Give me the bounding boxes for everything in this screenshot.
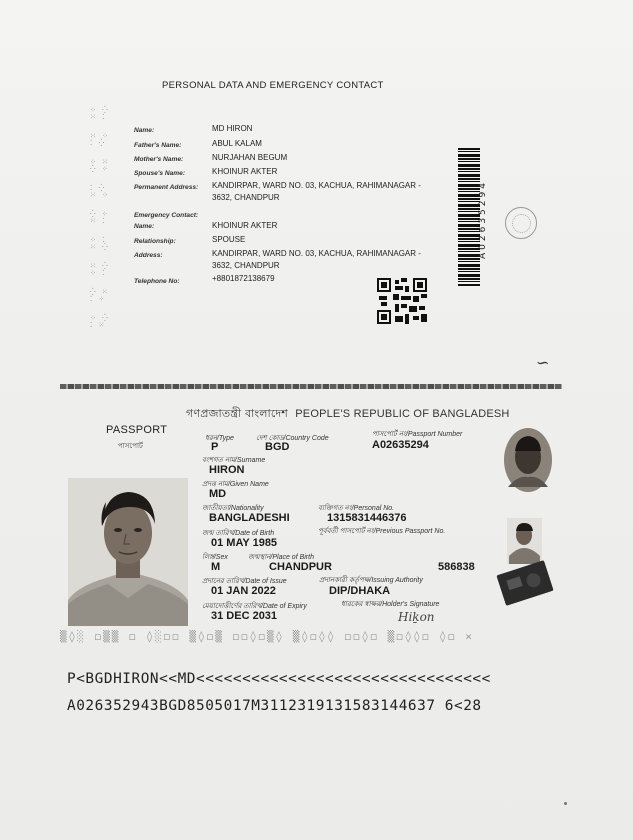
official-seal-icon — [505, 207, 537, 239]
address-line2: 3632, CHANDPUR — [212, 261, 280, 270]
emergency-contact-label: Emergency Contact: — [134, 212, 199, 219]
country-name-bangla: গণপ্রজাতন্ত্রী বাংলাদেশ — [186, 407, 288, 420]
place-of-birth-value: CHANDPUR — [269, 561, 332, 573]
ghost-portrait-image — [503, 427, 553, 493]
spouse-label: Spouse's Name: — [134, 170, 186, 177]
security-pattern-strip: ▒◊░ ◻▒▒ ◻ ◊░◻◻ ▒◊◻▒ ◻◻◊◻▒◊ ▒◊◻◊◊ ◻◻◊◻ ▒◻◊◊◻ ◊◻ × — [60, 630, 474, 643]
spouse-value: KHOINUR AKTER — [212, 167, 278, 176]
holder-signature-image: Hiḵon — [398, 610, 435, 624]
passport-heading: PASSPORT — [106, 424, 168, 436]
passport-heading-bangla: পাসপোর্ট — [118, 443, 143, 450]
issuing-authority-value: DIP/DHAKA — [329, 585, 391, 597]
date-of-issue-label: প্রদানের তারিখ/Date of Issue — [202, 578, 287, 585]
issuing-authority-label: প্রদানকারী কর্তৃপক্ষ/Issuing Authority — [319, 577, 423, 584]
relationship-label: Relationship: — [134, 238, 176, 245]
date-of-birth-value: 01 MAY 1985 — [211, 537, 278, 549]
paper-speck — [564, 802, 567, 805]
ghost-portrait-small-image — [507, 518, 542, 564]
mrz-line-2: A026352943BGD8505017M3112319131583144637 6<28 — [67, 698, 482, 714]
country-code-label: দেশ কোড/Country Code — [256, 435, 329, 442]
telephone-label: Telephone No: — [134, 278, 180, 285]
father-value: ABUL KALAM — [212, 139, 262, 148]
type-value: P — [211, 441, 219, 453]
date-of-expiry-value: 31 DEC 2031 — [211, 610, 278, 622]
mother-label: Mother's Name: — [134, 156, 184, 163]
country-name-english: PEOPLE'S REPUBLIC OF BANGLADESH — [295, 408, 510, 420]
vertical-barcode — [458, 148, 480, 286]
mrz-line-1: P<BGDHIRON<<MD<<<<<<<<<<<<<<<<<<<<<<<<<<<<<<<< — [67, 671, 491, 687]
scanned-document-page: PERSONAL DATA AND EMERGENCY CONTACT ⁘ ⁛ ⁙ ⁚ ⁙ ⁘ ⁚ ⁛ ⁘ ⁙ ⁛ ⁘ ⁚ ⁛ ⁙ ⁘ ⁛ ⁘ ⁙ ⁚ ⁘ ⁚ ⁙ ⁛ ⁙ ⁛ ⁘ ⁚ ⁛ ⁙ ⁚ ⁘ ⁘ ⁛ ⁚ ⁙ Name: MD HIRON Father's Name: ABUL KALAM Mother's Name: NURJAHAN BEGUM Spouse's Name: KHOINUR AKTER Permanent Address: KANDIRPAR, WARD NO. 03, KACHUA, RAHIMANAGAR - 3632, CHANDPUR Emergency Contact: Name: KHOINUR AKTER Relationship: SPOUSE Address: KANDIRPAR, WARD NO. 03, KACHUA, RAHIMANAGAR - 3632, CHANDPUR Telephone No: +8801872138679 A02635294 ∽ PASSPORT পাসপোর্ট গণপ্রজাতন্ত্রী বাংলাদেশ PEOPLE'S REPUBLIC OF BANGLADESH ধরন/Type দেশ কোড/Country Code পাসপোর্ট নং/Passport Number P BGD A02635294 বংশগত নাম/Surname HIRON প্রদত্ত নাম/Given Name MD জাতীয়তা/Nationality ব্যক্তিগত নং/Personal No. BANGLADESHI 1315831446376 জন্ম তারিখ/Date of Birth পূর্ববর্তী পাসপোর্ট নং/Previous Passport No. 01 MAY 1985 লিঙ্গ/Sex জন্মস্থান/Place of Birth M CHANDPUR 586838 প্রদানের তারিখ/Date of Issue প্রদানকারী কর্তৃপক্ষ/Issuing Authority 01 JAN 2022 DIP/DHAKA মেয়াদোত্তীর্ণের তারিখ/Date of Expiry ধারকের স্বাক্ষর/Holder's Signature 31 DEC 2031 Hiḵon ▒◊░ ◻▒▒ ◻ ◊░◻◻ ▒◊◻▒ ◻◻◊◻▒◊ ▒◊◻◊◊ ◻◻◊◻ ▒◻◊◊◻ ◊◻ × P<BGDHIRON<<MD<<<<<<<<<<<<<<<<<<<<<<<<<<<<<<<< A026352943BGD8505017M3112319131583144637 6<28 — [0, 0, 633, 840]
name-label: Name: — [134, 127, 155, 134]
telephone-value: +8801872138679 — [212, 274, 275, 283]
issuing-country-header — [186, 405, 510, 424]
father-label: Father's Name: — [134, 142, 182, 149]
given-name-label: প্রদত্ত নাম/Given Name — [202, 481, 269, 488]
sex-value: M — [211, 561, 221, 573]
address-line1: KANDIRPAR, WARD NO. 03, KACHUA, RAHIMANAGAR - — [212, 249, 421, 258]
nationality-label: জাতীয়তা/Nationality — [202, 505, 264, 512]
page-fold-divider — [60, 384, 562, 389]
document-code-number: 586838 — [438, 561, 475, 573]
place-of-birth-label: জন্মস্থান/Place of Birth — [248, 554, 314, 561]
relationship-value: SPOUSE — [212, 235, 246, 244]
personal-number-value: 1315831446376 — [327, 512, 407, 524]
name-value: MD HIRON — [212, 124, 253, 133]
passport-number-label: পাসপোর্ট নং/Passport Number — [372, 431, 463, 438]
address-label: Address: — [134, 252, 163, 259]
date-of-birth-label: জন্ম তারিখ/Date of Birth — [202, 530, 275, 537]
holder-photo — [68, 478, 188, 626]
nationality-value: BANGLADESHI — [209, 512, 290, 524]
security-hologram-icon — [496, 560, 553, 606]
date-of-expiry-label: মেয়াদোত্তীর্ণের তারিখ/Date of Expiry — [202, 603, 307, 610]
qr-code-icon — [377, 278, 427, 324]
sex-label: লিঙ্গ/Sex — [202, 554, 228, 561]
date-of-issue-value: 01 JAN 2022 — [211, 585, 276, 597]
permanent-address-label: Permanent Address: — [134, 184, 199, 191]
type-label: ধরন/Type — [205, 435, 234, 442]
barcode-number: A02635294 — [478, 180, 488, 260]
surname-value: HIRON — [209, 464, 245, 476]
mother-value: NURJAHAN BEGUM — [212, 153, 288, 162]
surname-label: বংশগত নাম/Surname — [202, 457, 266, 464]
pen-mark: ∽ — [536, 355, 550, 372]
country-code-value: BGD — [265, 441, 290, 453]
personal-data-title: PERSONAL DATA AND EMERGENCY CONTACT — [162, 80, 384, 91]
personal-number-label: ব্যক্তিগত নং/Personal No. — [318, 505, 395, 512]
holder-signature-label: ধারকের স্বাক্ষর/Holder's Signature — [341, 601, 440, 608]
previous-passport-label: পূর্ববর্তী পাসপোর্ট নং/Previous Passport No. — [318, 528, 446, 535]
passport-number-value: A02635294 — [372, 439, 429, 451]
emergency-name-value: KHOINUR AKTER — [212, 221, 278, 230]
permanent-address-line2: 3632, CHANDPUR — [212, 193, 280, 202]
permanent-address-line1: KANDIRPAR, WARD NO. 03, KACHUA, RAHIMANAGAR - — [212, 181, 421, 190]
emergency-name-label: Name: — [134, 223, 155, 230]
given-name-value: MD — [209, 488, 227, 500]
